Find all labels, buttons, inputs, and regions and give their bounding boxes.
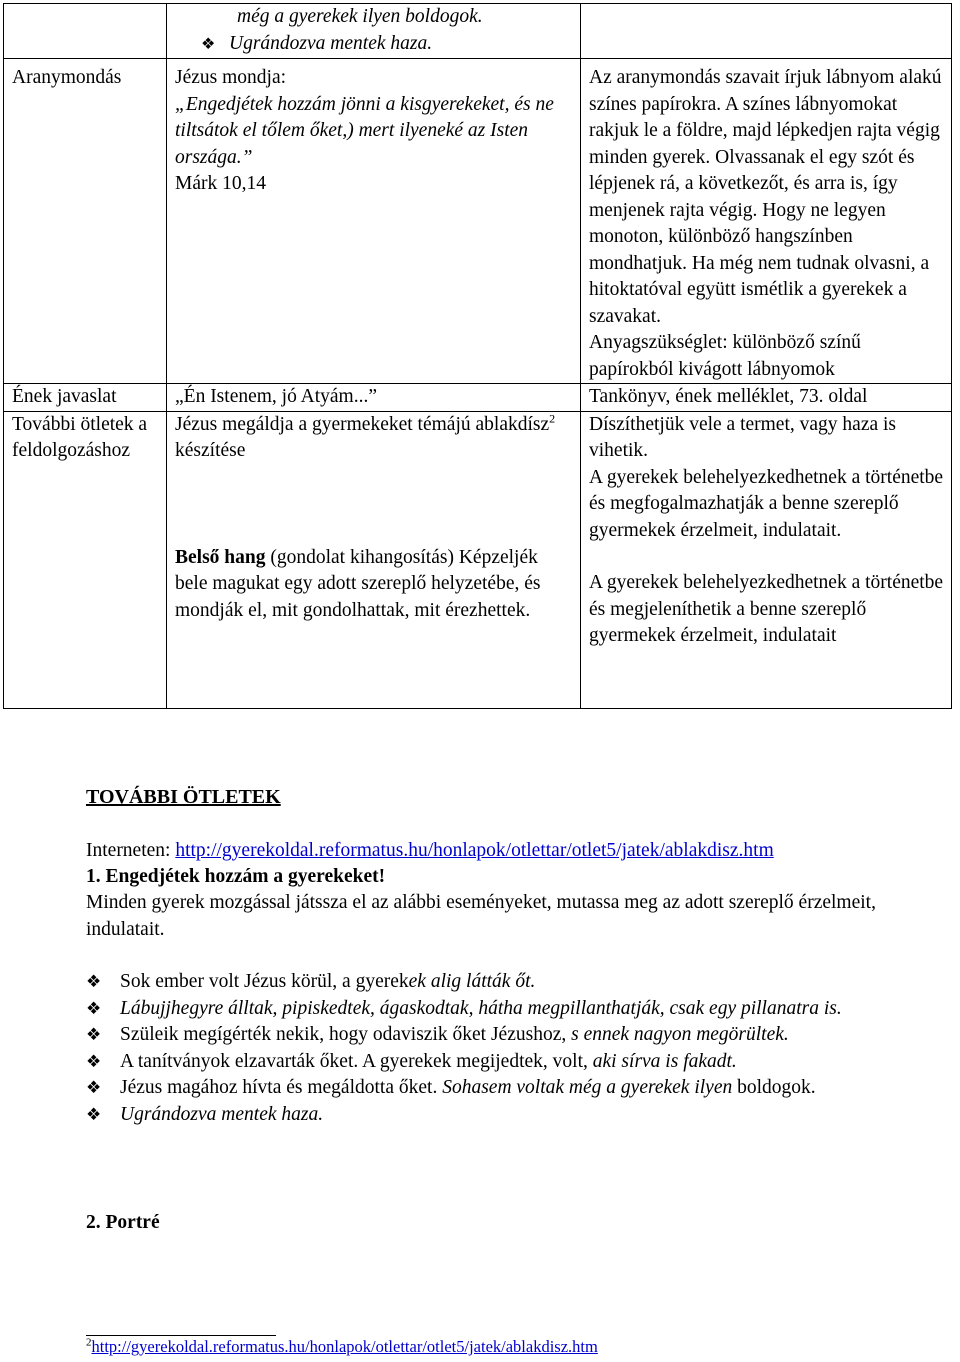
bullet-item: ❖ Sok ember volt Jézus körül, a gyerekek alig látták őt. (50, 969, 956, 996)
internet-line: Interneten: http://gyerekoldal.reformatus.hu/honlapok/otlettar/otlet5/jatek/ablakdisz.htm (86, 840, 774, 861)
diamond-bullet-icon: ❖ (86, 1051, 102, 1071)
note-feelings: A gyerekek belehelyezkedhetnek a történetbe és megfogalmazhatják a benne szereplő gyermekek érzelmeit, indulatait. (589, 466, 944, 541)
row-label-enek: Ének javaslat (4, 384, 167, 412)
method-text: Az aranymondás szavait írjuk lábnyom alakú színes papírokra. A színes lábnyomokat rakjuk le a földre, majd lépkedjen rajta végig minden gyerek. Olvassanak el egy szót és lépjenek rá, a következőt, és arra is, így menjenek rajta végig. Hogy ne legyen monoton, különböző hangszínben mondhatjuk. Ha még nem tudnak olvasni, a hitoktatóval együtt ismétlik a gyerekek a szavakat. (589, 67, 942, 327)
cell-empty (581, 4, 952, 59)
table-row-enek (4, 384, 952, 412)
verse-reference: Márk 10,14 (175, 173, 266, 194)
cell-golden-verse-method (581, 59, 952, 384)
footnote-ref: 2 (549, 411, 556, 425)
internet-link[interactable]: http://gyerekoldal.reformatus.hu/honlapok/otlettar/otlet5/jatek/ablakdisz.htm (175, 840, 774, 861)
item1-description: Minden gyerek mozgással játssza el az alábbi eseményeket, mutassa meg az adott szereplő érzelmeit, indulatait. (86, 892, 876, 940)
bullet-item: ❖ Ugrándozva mentek haza. (50, 1102, 956, 1129)
cell-song: „Én Istenem, jó Atyám...” (167, 384, 581, 412)
idea-window-decoration: Jézus megáldja a gyermekeket témájú ablakdísz$^2$ készítése (175, 411, 556, 461)
idea-inner-voice: Belső hang (gondolat kihangosítás) Képzeljék bele magukat egy adott szereplő helyzetébe, és mondják el, mit gondolhattak, mit érezhettek. (175, 546, 541, 621)
verse-quote: „Engedjétek hozzám jönni a kisgyerekeket, és ne tiltsátok el tőlem őket,) mert ilyeneké az Isten országa.” (175, 93, 554, 168)
footnote-link[interactable]: http://gyerekoldal.reformatus.hu/honlapok/otlettar/otlet5/jatek/ablakdisz.htm (91, 1337, 598, 1356)
cell-ideas (167, 411, 581, 708)
cell-song-source: Tankönyv, ének melléklet, 73. oldal (581, 384, 952, 412)
diamond-bullet-icon: ❖ (86, 1078, 102, 1097)
table-row-tovabbi (4, 411, 952, 708)
bullet-item: ❖ Lábujjhegyre álltak, pipiskedtek, ágaskodtak, hátha megpillanthatják, csak egy pillanatra is. (50, 996, 956, 1023)
row-label-tovabbi: További ötletek a feldolgozáshoz (4, 411, 167, 708)
note-enact: A gyerekek belehelyezkedhetnek a történetbe és megjeleníthetik a benne szereplő gyermekek érzelmeit, indulatait (589, 572, 944, 646)
item2-title: 2. Portré (86, 1212, 160, 1233)
cell-idea-notes (581, 411, 952, 708)
lesson-table (3, 3, 952, 709)
diamond-bullet-icon: ❖ (86, 1104, 102, 1124)
footnote-number: 2 (86, 1336, 92, 1349)
section-heading: TOVÁBBI ÖTLETEK (86, 786, 281, 808)
row-label-aranymondas: Aranymondás (4, 59, 167, 384)
continuation-line-1: még a gyerekek ilyen boldogok. (237, 6, 483, 27)
cell-empty (4, 4, 167, 59)
diamond-bullet-icon: ❖ (86, 998, 102, 1018)
cell-golden-verse (167, 59, 581, 384)
bullet-list (50, 969, 956, 1128)
diamond-bullet-icon: ❖ (86, 972, 102, 991)
table-row-aranymondas (4, 59, 952, 384)
diamond-bullet-icon: ❖ (201, 35, 216, 53)
table-row-continuation (4, 4, 952, 59)
footnote (86, 1336, 598, 1358)
bullet-item: ❖ Szüleik megígérték nekik, hogy odaviszik őket Jézushoz, s ennek nagyon megörültek. (50, 1022, 956, 1049)
item1-title: 1. Engedjétek hozzám a gyerekeket! (86, 866, 386, 887)
cell-continuation (167, 4, 581, 59)
verse-intro: Jézus mondja: (175, 67, 287, 88)
bullet-item: ❖ Jézus magához hívta és megáldotta őket. Sohasem voltak még a gyerekek ilyen boldogok. (50, 1075, 956, 1102)
note-decorate: Díszíthetjük vele a termet, vagy haza is vihetik. (589, 413, 897, 461)
materials-text: Anyagszükséglet: különböző színű papírokból kivágott lábnyomok (589, 332, 861, 380)
bullet-item: ❖ A tanítványok elzavarták őket. A gyerekek megijedtek, volt, aki sírva is fakadt. (50, 1049, 956, 1076)
diamond-bullet-icon: ❖ (86, 1025, 102, 1044)
continuation-line-2: ❖ Ugrándozva mentek haza. (201, 31, 574, 59)
